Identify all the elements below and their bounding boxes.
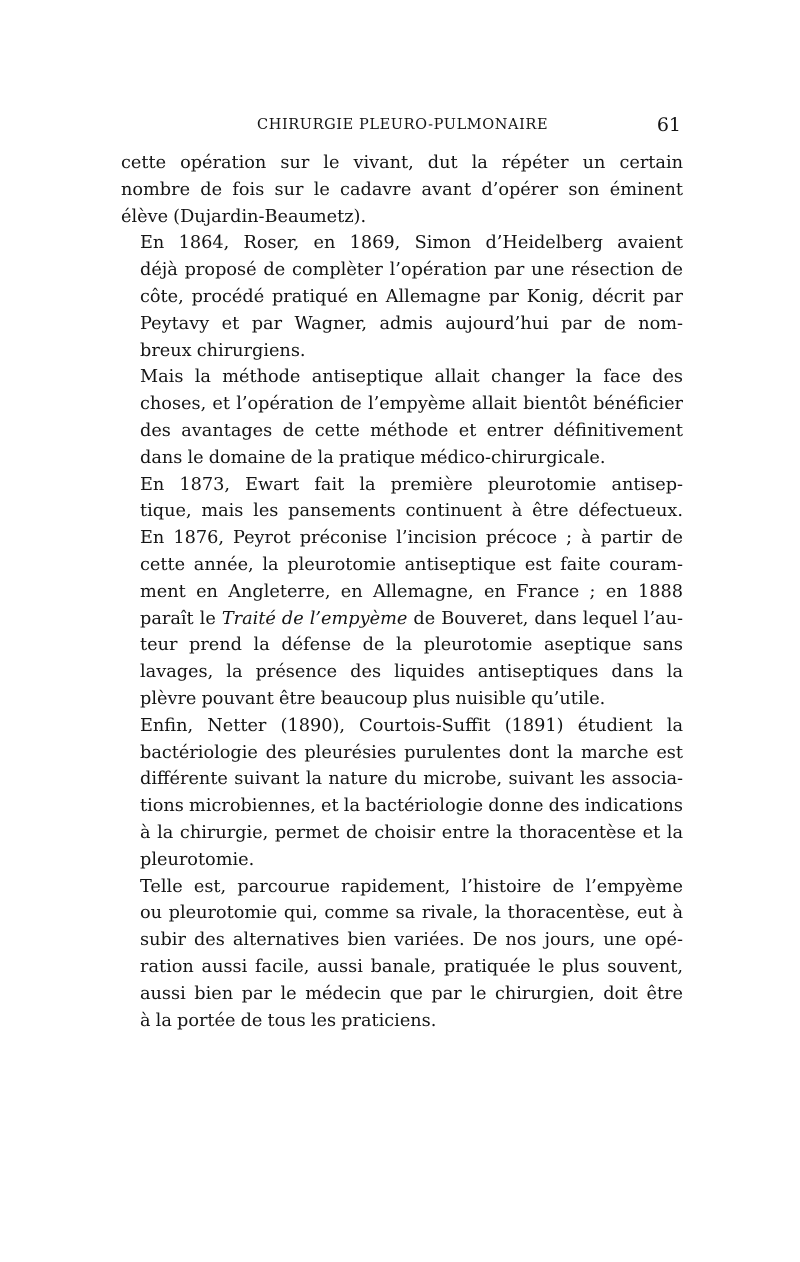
text-line: tique, mais les pansements continuent à être défectueux.: [140, 501, 683, 522]
text-line: choses, et l’opération de l’empyème allait bientôt bénéficier: [140, 394, 683, 415]
text-line: ration aussi facile, aussi banale, pratiquée le plus souvent,: [140, 956, 683, 977]
text-line: [121, 606, 683, 633]
text-line: pleurotomie.: [140, 849, 255, 870]
text-line: En 1876, Peyrot préconise l’incision précoce ; à partir de: [140, 528, 683, 549]
paragraph-2: [121, 230, 683, 364]
text-line: aussi bien par le médecin que par le chirurgien, doit être: [140, 983, 683, 1004]
paragraph-1: [121, 150, 683, 230]
text-line: côte, procédé pratiqué en Allemagne par Konig, décrit par: [140, 286, 683, 307]
paragraph-3: [121, 364, 683, 471]
text-line: plèvre pouvant être beaucoup plus nuisible qu’utile.: [140, 688, 606, 709]
text-span: paraît le: [140, 608, 222, 629]
paragraph-6: [121, 713, 683, 874]
text-line: teur prend la défense de la pleurotomie aseptique sans: [140, 635, 683, 656]
text-line: différente suivant la nature du microbe, suivant les associa-: [140, 769, 683, 790]
body-text: [121, 150, 683, 1034]
paragraph-4: [121, 472, 683, 526]
text-line: bactériologie des pleurésies purulentes dont la marche est: [140, 742, 683, 763]
text-line: cette opération sur le vivant, dut la répéter un certain: [121, 153, 683, 173]
text-line: déjà proposé de complèter l’opération par une résection de: [140, 260, 683, 281]
text-line: Mais la méthode antiseptique allait changer la face des: [140, 367, 683, 388]
running-header: [121, 114, 683, 141]
paragraph-5: [121, 525, 683, 713]
text-line: à la portée de tous les praticiens.: [140, 1010, 437, 1031]
text-line: à la chirurgie, permet de choisir entre la thoracentèse et la: [140, 822, 683, 843]
text-line: des avantages de cette méthode et entrer définitivement: [140, 420, 683, 441]
page-number: 61: [656, 114, 681, 136]
book-title: Traité de l’empyème: [221, 608, 408, 629]
text-line: dans le domaine de la pratique médico-chirurgicale.: [140, 447, 606, 468]
text-span: de Bouveret, dans lequel l’au-: [407, 608, 683, 629]
text-line: Telle est, parcourue rapidement, l’histoire de l’empyème: [140, 876, 683, 897]
running-title: CHIRURGIE PLEURO-PULMONAIRE: [257, 117, 549, 133]
text-line: cette année, la pleurotomie antiseptique est faite couram-: [140, 554, 683, 575]
text-line: ou pleurotomie qui, comme sa rivale, la thoracentèse, eut à: [140, 903, 683, 924]
text-line: ment en Angleterre, en Allemagne, en France ; en 1888: [140, 581, 683, 602]
text-line: élève (Dujardin-Beaumetz).: [121, 206, 367, 227]
text-line: subir des alternatives bien variées. De nos jours, une opé-: [140, 930, 683, 951]
text-line: En 1873, Ewart fait la première pleurotomie antisep-: [140, 474, 683, 495]
text-line: nombre de fois sur le cadavre avant d’opérer son éminent: [121, 179, 683, 200]
text-line: lavages, la présence des liquides antiseptiques dans la: [140, 662, 683, 683]
text-line: Enfin, Netter (1890), Courtois-Suffit (1891) étudient la: [140, 715, 683, 736]
text-line: tions microbiennes, et la bactériologie donne des indications: [140, 796, 683, 817]
text-line: En 1864, Roser, en 1869, Simon d’Heidelberg avaient: [140, 233, 683, 254]
paragraph-7: [121, 874, 683, 1035]
text-line: breux chirurgiens.: [140, 340, 306, 361]
text-line: Peytavy et par Wagner, admis aujourd’hui par de nom-: [140, 313, 683, 334]
